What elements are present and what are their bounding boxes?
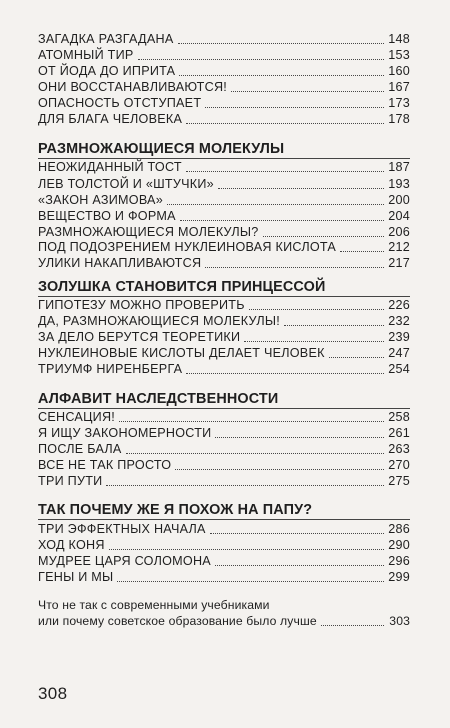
entry-label: РАЗМНОЖАЮЩИЕСЯ МОЛЕКУЛЫ? [38, 225, 259, 239]
section-rule [38, 408, 410, 409]
toc-entry [38, 177, 410, 192]
dot-leader [117, 581, 384, 582]
entry-page-number: 153 [388, 48, 410, 62]
entry-label: МУДРЕЕ ЦАРЯ СОЛОМОНА [38, 554, 211, 568]
toc-entry [38, 442, 410, 457]
toc-entry [38, 112, 410, 127]
entry-page-number: 239 [388, 330, 410, 344]
toc-entry [38, 96, 410, 111]
toc-entry [38, 160, 410, 175]
toc-entry [38, 80, 410, 95]
entry-label: Я ИЩУ ЗАКОНОМЕРНОСТИ [38, 426, 212, 440]
entry-label: ХОД КОНЯ [38, 538, 105, 552]
section-rule [38, 296, 410, 297]
entry-page-number: 270 [388, 458, 410, 472]
entry-label: ГИПОТЕЗУ МОЖНО ПРОВЕРИТЬ [38, 298, 245, 312]
toc-entry [38, 554, 410, 569]
section-title: РАЗМНОЖАЮЩИЕСЯ МОЛЕКУЛЫ [38, 141, 285, 157]
dot-leader [231, 91, 384, 92]
toc-entry [38, 538, 410, 553]
entry-page-number: 296 [388, 554, 410, 568]
dot-leader [167, 204, 384, 205]
entry-page-number: 178 [388, 112, 410, 126]
entry-page-number: 212 [388, 240, 410, 254]
toc-entry [38, 298, 410, 313]
entry-label: ДЛЯ БЛАГА ЧЕЛОВЕКА [38, 112, 183, 126]
entry-page-number: 193 [388, 177, 410, 191]
entry-page-number: 204 [388, 209, 410, 223]
entry-label: ЗАГАДКА РАЗГАДАНА [38, 32, 174, 46]
toc-entry [38, 346, 410, 361]
entry-label: ДА, РАЗМНОЖАЮЩИЕСЯ МОЛЕКУЛЫ! [38, 314, 280, 328]
entry-page-number: 261 [388, 426, 410, 440]
entry-label: ОПАСНОСТЬ ОТСТУПАЕТ [38, 96, 202, 110]
toc-entry [38, 209, 410, 224]
dot-leader [178, 43, 385, 44]
entry-label: ЛЕВ ТОЛСТОЙ И «ШТУЧКИ» [38, 177, 214, 191]
toc-entry [38, 240, 410, 255]
dot-leader [205, 267, 384, 268]
dot-leader [186, 171, 384, 172]
entry-label: ВСЕ НЕ ТАК ПРОСТО [38, 458, 172, 472]
entry-page-number: 148 [388, 32, 410, 46]
toc-entry [38, 48, 410, 63]
entry-label: ТРИ ПУТИ [38, 474, 103, 488]
dot-leader [263, 236, 384, 237]
dot-leader [218, 188, 384, 189]
entry-label: ТРИУМФ НИРЕНБЕРГА [38, 362, 183, 376]
dot-leader [106, 485, 384, 486]
toc-entry [38, 362, 410, 377]
entry-label: НЕОЖИДАННЫЙ ТОСТ [38, 160, 182, 174]
section-rule [38, 158, 410, 159]
section-rule [38, 519, 410, 520]
dot-leader [244, 341, 384, 342]
entry-label: НУКЛЕИНОВЫЕ КИСЛОТЫ ДЕЛАЕТ ЧЕЛОВЕК [38, 346, 325, 360]
toc-entry [38, 458, 410, 473]
entry-label: СЕНСАЦИЯ! [38, 410, 116, 424]
entry-page-number: 303 [389, 614, 410, 628]
entry-page-number: 167 [388, 80, 410, 94]
section-title: АЛФАВИТ НАСЛЕДСТВЕННОСТИ [38, 391, 279, 407]
entry-label: ТРИ ЭФФЕКТНЫХ НАЧАЛА [38, 522, 206, 536]
dot-leader [249, 309, 384, 310]
entry-label: АТОМНЫЙ ТИР [38, 48, 134, 62]
dot-leader [215, 437, 384, 438]
toc-entry [38, 330, 410, 345]
dot-leader [215, 565, 384, 566]
section-title: ЗОЛУШКА СТАНОВИТСЯ ПРИНЦЕССОЙ [38, 279, 326, 295]
dot-leader [138, 59, 384, 60]
toc-entry [38, 570, 410, 585]
entry-label: ОТ ЙОДА ДО ИПРИТА [38, 64, 176, 78]
toc-entry [38, 474, 410, 489]
dot-leader [321, 625, 384, 626]
dot-leader [186, 373, 384, 374]
entry-label: ЗА ДЕЛО БЕРУТСЯ ТЕОРЕТИКИ [38, 330, 241, 344]
toc-entry [38, 256, 410, 271]
toc-entry [38, 193, 410, 208]
toc-entry [38, 64, 410, 79]
closing-note-line-1: Что не так с современными учебниками [38, 598, 270, 612]
entry-page-number: 160 [388, 64, 410, 78]
dot-leader [205, 107, 384, 108]
entry-page-number: 247 [388, 346, 410, 360]
toc-entry [38, 314, 410, 329]
dot-leader [329, 357, 384, 358]
toc-entry [38, 426, 410, 441]
entry-page-number: 299 [388, 570, 410, 584]
dot-leader [175, 469, 384, 470]
entry-label: УЛИКИ НАКАПЛИВАЮТСЯ [38, 256, 202, 270]
entry-label: ОНИ ВОССТАНАВЛИВАЮТСЯ! [38, 80, 228, 94]
toc-entry [38, 410, 410, 425]
entry-page-number: 217 [388, 256, 410, 270]
entry-label: ПОД ПОДОЗРЕНИЕМ НУКЛЕИНОВАЯ КИСЛОТА [38, 240, 337, 254]
toc-entry [38, 522, 410, 537]
dot-leader [179, 75, 384, 76]
dot-leader [340, 251, 384, 252]
toc-entry [38, 225, 410, 240]
entry-page-number: 187 [388, 160, 410, 174]
entry-page-number: 286 [388, 522, 410, 536]
entry-page-number: 275 [388, 474, 410, 488]
closing-note-entry [38, 614, 410, 629]
entry-page-number: 258 [388, 410, 410, 424]
dot-leader [210, 533, 384, 534]
page-number: 308 [38, 684, 68, 703]
entry-page-number: 173 [388, 96, 410, 110]
entry-label: ВЕЩЕСТВО И ФОРМА [38, 209, 176, 223]
entry-page-number: 263 [388, 442, 410, 456]
entry-page-number: 232 [388, 314, 410, 328]
entry-page-number: 290 [388, 538, 410, 552]
dot-leader [180, 220, 384, 221]
entry-label: ПОСЛЕ БАЛА [38, 442, 122, 456]
toc-entry [38, 32, 410, 47]
entry-page-number: 206 [388, 225, 410, 239]
entry-label: «ЗАКОН АЗИМОВА» [38, 193, 163, 207]
dot-leader [186, 123, 384, 124]
entry-page-number: 200 [388, 193, 410, 207]
dot-leader [126, 453, 384, 454]
entry-label: ГЕНЫ И МЫ [38, 570, 114, 584]
dot-leader [119, 421, 384, 422]
section-title: ТАК ПОЧЕМУ ЖЕ Я ПОХОЖ НА ПАПУ? [38, 502, 313, 518]
entry-page-number: 226 [388, 298, 410, 312]
dot-leader [284, 325, 384, 326]
dot-leader [109, 549, 384, 550]
entry-page-number: 254 [388, 362, 410, 376]
closing-note-line-2: или почему советское образование было лучше [38, 614, 317, 628]
